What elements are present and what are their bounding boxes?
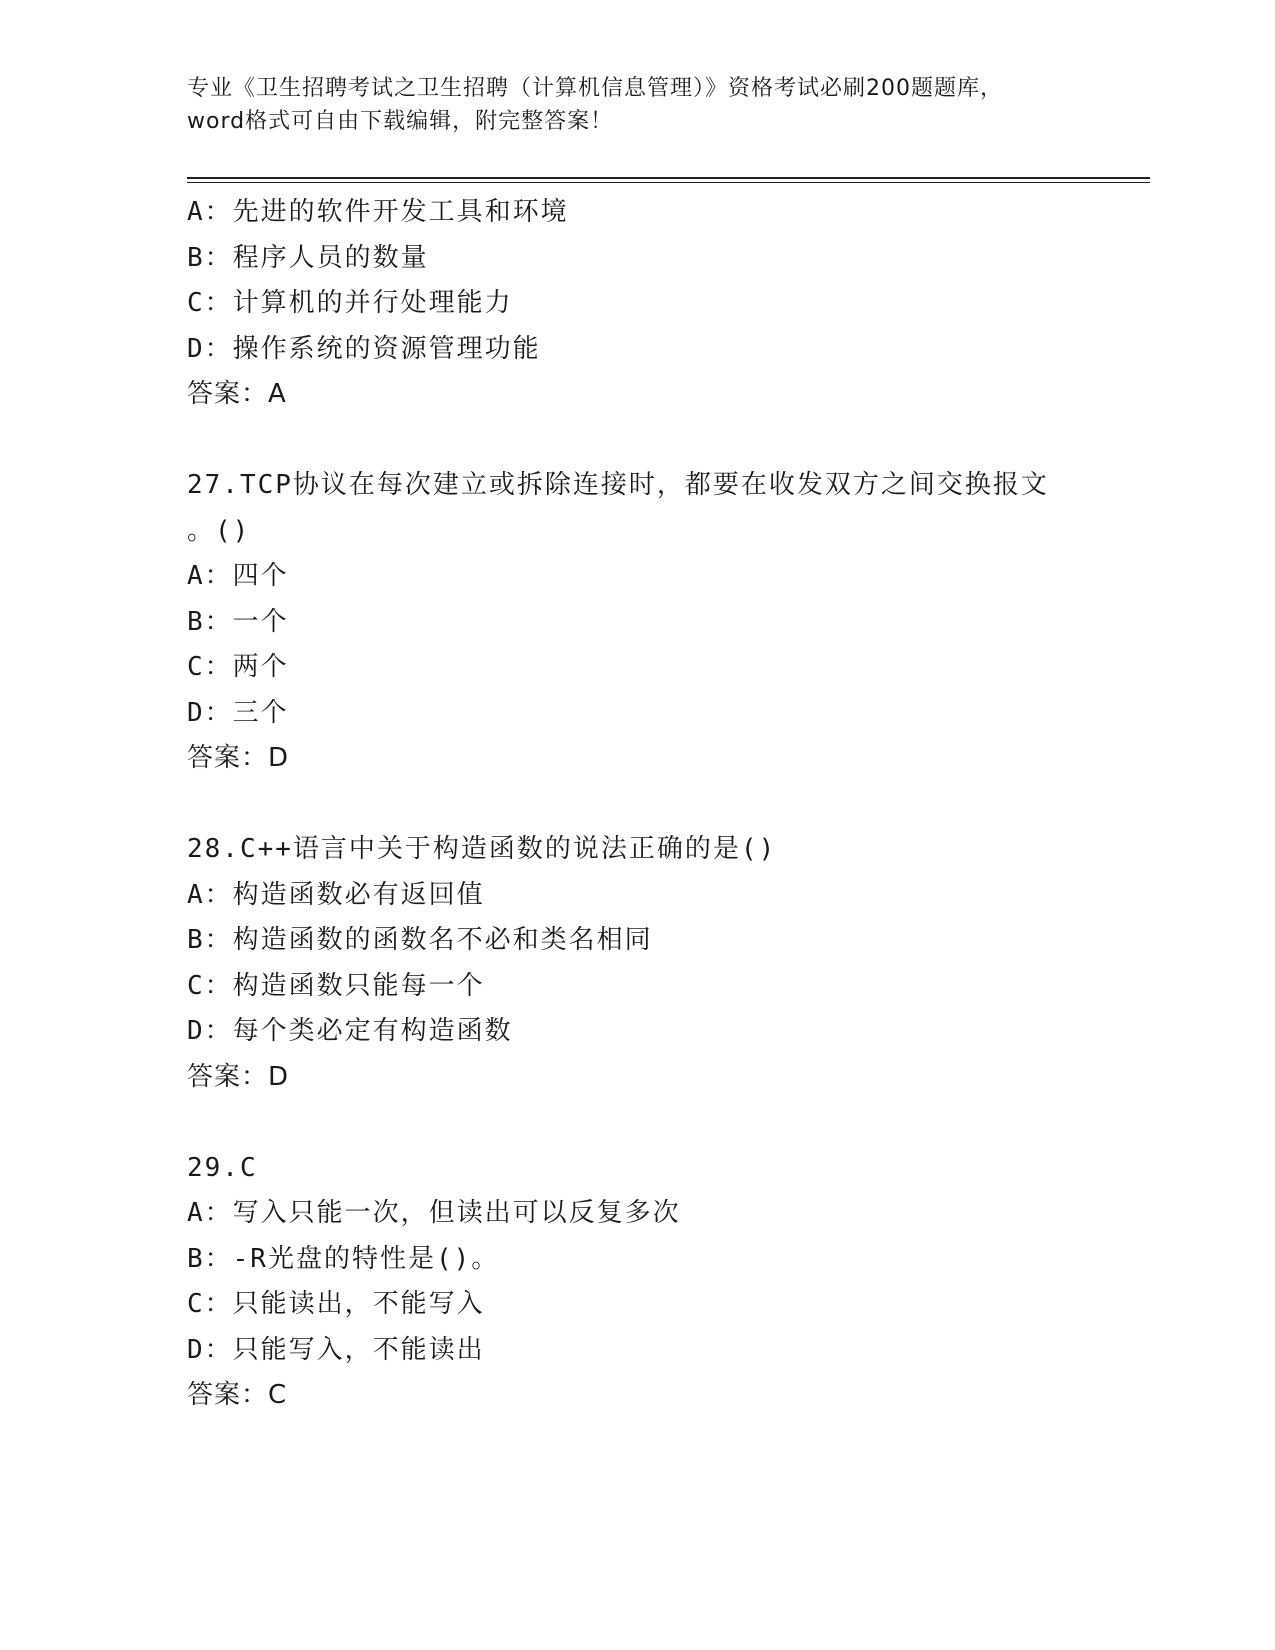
spacer [187,418,1150,464]
answer: 答案：D [187,1061,290,1092]
question-stem: 29.C [187,1152,258,1183]
header-line-2: word格式可自由下载编辑，附完整答案！ [187,109,614,134]
header-divider-thin [187,182,1150,183]
option-c: C：只能读出，不能写入 [187,1289,485,1319]
header-line-1: 专业《卫生招聘考试之卫生招聘（计算机信息管理）》资格考试必刷200题题库， [187,76,1003,101]
answer: 答案：C [187,1380,288,1410]
question-26 [187,190,1150,418]
question-27 [187,463,1150,782]
question-list [187,190,1150,1419]
question-stem-continued: 。() [187,515,251,546]
option-d: D：只能写入，不能读出 [187,1334,485,1365]
question-stem: 28.C++语言中关于构造函数的说法正确的是() [187,834,777,864]
option-c: C：两个 [187,652,289,682]
answer: 答案：D [187,743,290,773]
option-b: B：-R光盘的特性是()。 [187,1243,500,1274]
answer: 答案：A [187,379,287,409]
option-c: C：构造函数只能每一个 [187,970,485,1001]
option-d: D：操作系统的资源管理功能 [187,333,541,364]
option-b: B：一个 [187,606,289,637]
question-28 [187,827,1150,1100]
option-a: A：四个 [187,561,289,591]
option-a: A：先进的软件开发工具和环境 [187,197,569,227]
option-b: B：程序人员的数量 [187,242,429,273]
spacer [187,782,1150,828]
option-a: A：构造函数必有返回值 [187,879,485,910]
option-d: D：每个类必定有构造函数 [187,1016,513,1046]
option-a: A：写入只能一次，但读出可以反复多次 [187,1198,681,1228]
option-d: D：三个 [187,697,289,728]
option-c: C：计算机的并行处理能力 [187,288,513,318]
header-divider-thick [187,177,1150,179]
spacer [187,1100,1150,1146]
question-29 [187,1146,1150,1419]
option-b: B：构造函数的函数名不必和类名相同 [187,925,653,955]
document-header [187,72,1087,138]
question-stem: 27.TCP协议在每次建立或拆除连接时，都要在收发双方之间交换报文 [187,470,1049,500]
